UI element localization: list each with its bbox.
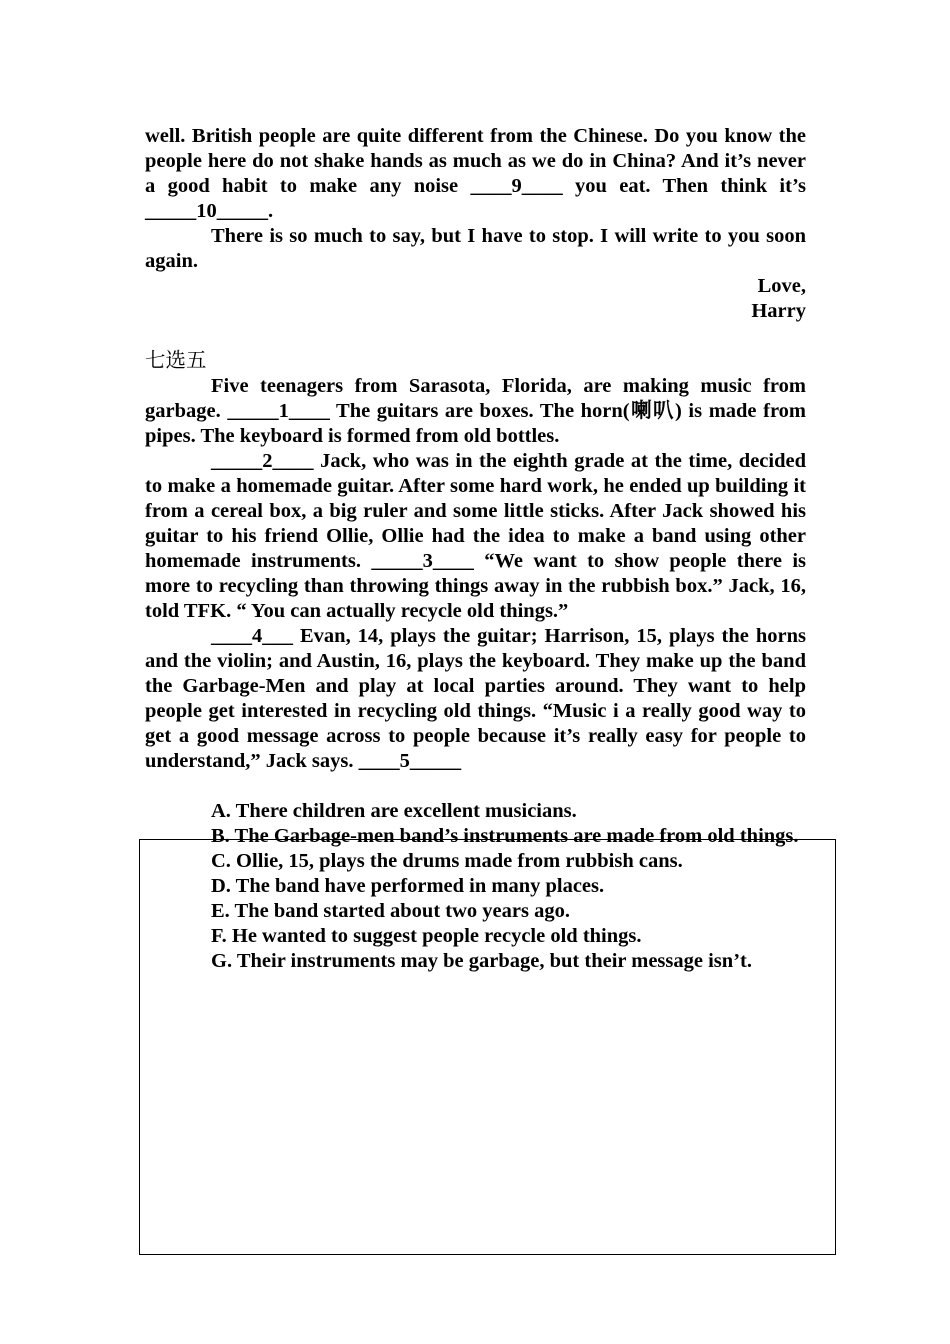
option-a: A. There children are excellent musicians. [211, 800, 577, 822]
option-b: B. The Garbage-men band’s instruments are made from old things. [211, 825, 799, 847]
option-d: D. The band have performed in many places. [211, 875, 605, 897]
passage-paragraph-3: ____4___ Evan, 14, plays the guitar; Harrison, 15, plays the horns and the violin; and Austin, 16, plays the keyboard. They make up the band the Garbage-Men and play at local parties around. They want to help people get interested in recycling old things. “Music i a really good way to get a good message across to people because it’s really easy for people to understand,” Jack says. ____5_____ [145, 625, 806, 772]
option-f: F. He wanted to suggest people recycle old things. [211, 925, 642, 947]
letter-paragraph-end: well. British people are quite different from the Chinese. Do you know the people here do not shake hands as much as we do in China? And it’s never a good habit to make any noise ____9____ you eat. Then think it’s _____10_____. [145, 125, 806, 222]
section-title: 七选五 [145, 350, 207, 372]
letter-closing: Love, [757, 275, 806, 297]
option-e: E. The band started about two years ago. [211, 900, 570, 922]
letter-signature: Harry [751, 300, 806, 322]
spacer [145, 774, 806, 799]
option-g: G. Their instruments may be garbage, but their message isn’t. [211, 950, 752, 972]
document-page [145, 124, 806, 974]
passage-paragraph-2: _____2____ Jack, who was in the eighth grade at the time, decided to make a homemade guitar. After some hard work, he ended up building it from a cereal box, a big ruler and some little sticks. After Jack showed his guitar to his friend Ollie, Ollie had the idea to make a band using other homemade instruments. _____3____ “We want to show people there is more to recycling than throwing things away in the rubbish box.” Jack, 16, told TFK. “ You can actually recycle old things.” [145, 450, 806, 622]
spacer [145, 324, 806, 349]
passage-paragraph-1: Five teenagers from Sarasota, Florida, are making music from garbage. _____1____ The guitars are boxes. The horn(喇叭) is made from pipes. The keyboard is formed from old bottles. [145, 375, 806, 447]
option-c: C. Ollie, 15, plays the drums made from rubbish cans. [211, 850, 683, 872]
letter-paragraph-close: There is so much to say, but I have to stop. I will write to you soon again. [145, 225, 806, 272]
